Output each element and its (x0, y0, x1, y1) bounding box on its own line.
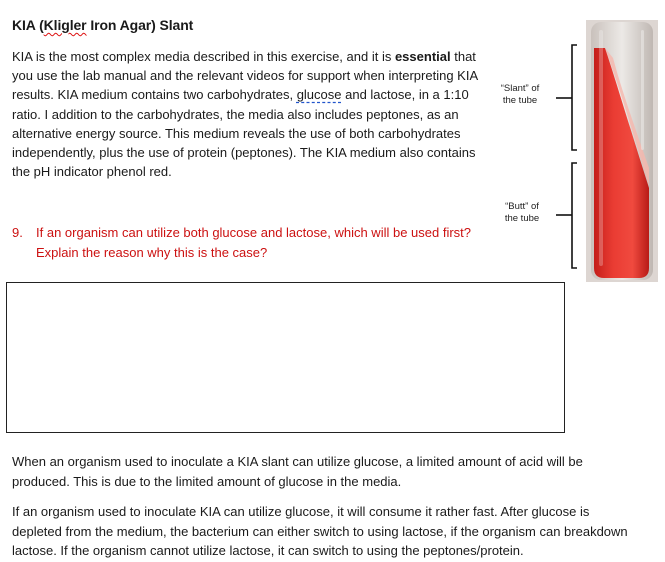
question-9 (12, 223, 472, 262)
question-number: 9. (12, 225, 23, 240)
question-text: If an organism can utilize both glucose and lactose, which will be used first? Explain the reason why this is the case? (36, 225, 472, 260)
answer-text-box[interactable] (6, 282, 565, 433)
test-tube-image (555, 18, 663, 286)
intro-paragraph: KIA is the most complex media described in this exercise, and it is essential that you use the lab manual and the relevant videos for support when interpreting KIA results. KIA medium contains two carbohydrates, glucose and lactose, in a 1:10 ratio. I addition to the carbohydrates, the media also includes peptones, as an alternative energy source. This medium reveals the use of both carbohydrates independently, plus the use of protein (peptones). The KIA medium also contains the pH indicator phenol red. (12, 49, 478, 180)
grammar-flag-word: glucose (296, 87, 342, 103)
bold-word: essential (394, 49, 451, 64)
info-paragraph-glucose: When an organism used to inoculate a KIA slant can utilize glucose, a limited amount of acid will be produced. This is due to the limited amount of glucose in the media. (12, 454, 583, 489)
section-title: KIA (Kligler Iron Agar) Slant (12, 17, 194, 33)
butt-bracket (556, 163, 577, 268)
slant-label: “Slant” of the tube (500, 83, 540, 106)
slant-bracket (556, 45, 577, 150)
spellcheck-word: Kligler (43, 17, 87, 33)
info-paragraph-switch: If an organism used to inoculate KIA can utilize glucose, it will consume it rather fast. After glucose is depleted from the medium, the bacterium can either switch to using lactose, if the organism can breakdown lactose. If the organism cannot utilize lactose, it can switch to using the peptones/protein. (12, 504, 628, 558)
butt-label: “Butt” of the tube (504, 201, 540, 224)
